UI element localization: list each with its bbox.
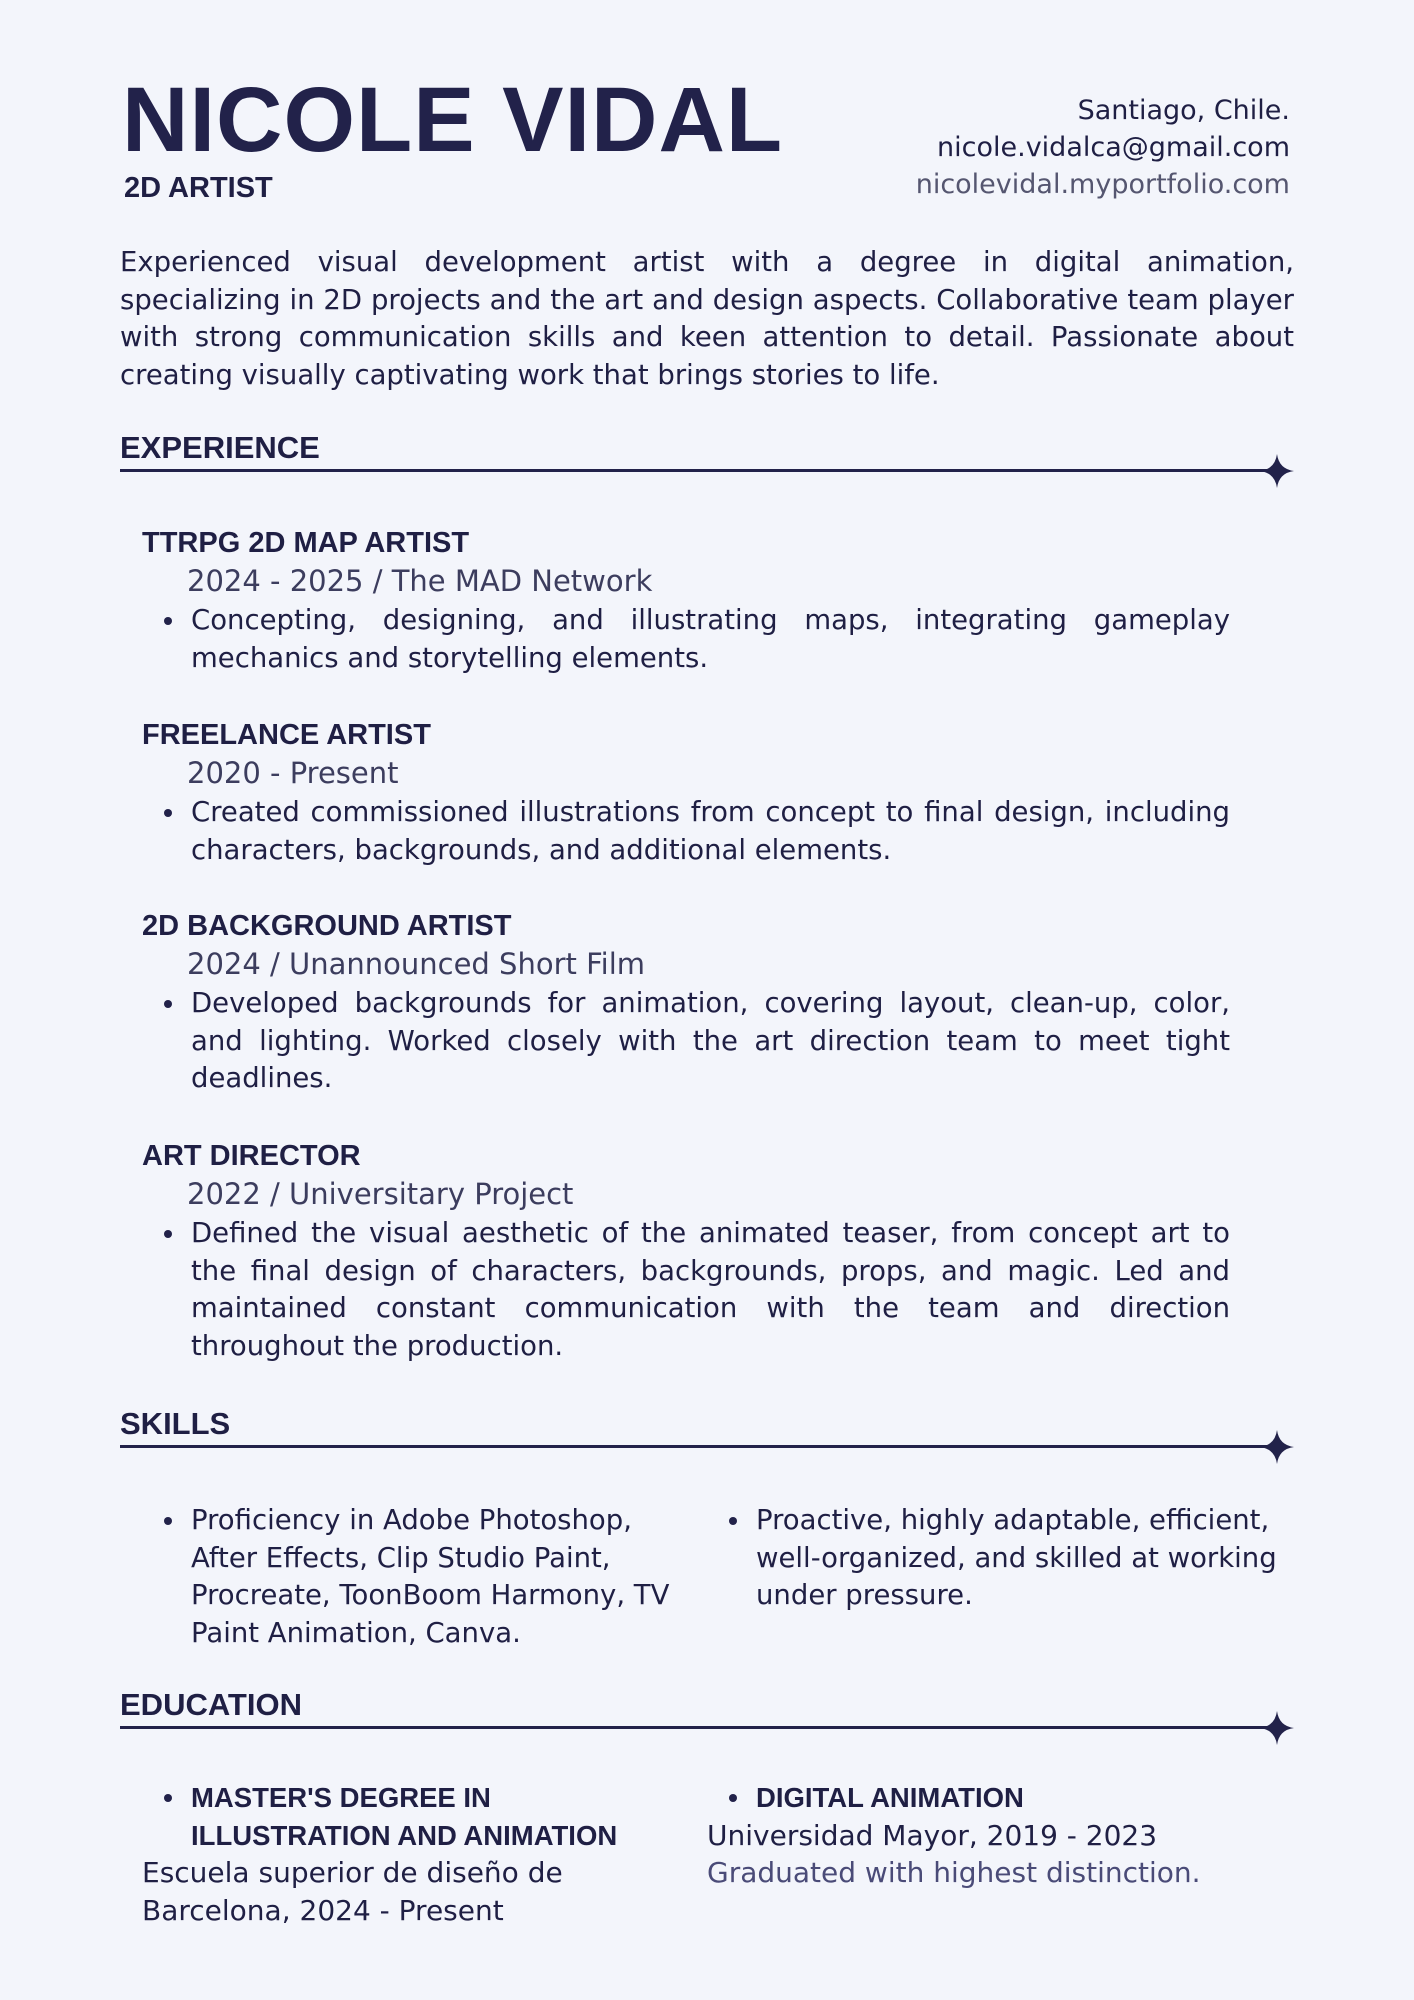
experience-item bbox=[142, 716, 1230, 869]
job-title: FREELANCE ARTIST bbox=[142, 719, 431, 751]
contact-block bbox=[916, 92, 1290, 203]
skills-column-right bbox=[707, 1500, 1277, 1615]
section-divider bbox=[120, 1726, 1270, 1729]
location: Santiago, Chile. bbox=[1077, 95, 1290, 126]
section-title-education: EDUCATION bbox=[120, 1687, 302, 1722]
candidate-role: 2D ARTIST bbox=[124, 172, 273, 204]
section-title-experience: EXPERIENCE bbox=[120, 430, 320, 465]
job-description: Concepting, designing, and illustrating maps, integrating gameplay mechanics and storytelling elements. bbox=[142, 602, 1230, 677]
section-title-skills: SKILLS bbox=[120, 1406, 231, 1441]
four-point-star-icon bbox=[1260, 454, 1294, 488]
job-description: Developed backgrounds for animation, covering layout, clean-up, color, and lighting. Worked closely with the art direction team to meet tight deadlines. bbox=[142, 985, 1230, 1098]
job-dates-company: 2024 - 2025 / The MAD Network bbox=[187, 564, 653, 598]
education-item bbox=[707, 1779, 1277, 1892]
education-item bbox=[142, 1779, 662, 1929]
section-divider bbox=[120, 1445, 1270, 1448]
job-dates-company: 2020 - Present bbox=[187, 756, 399, 790]
honors-note: Graduated with highest distinction. bbox=[707, 1856, 1201, 1889]
email-link[interactable]: nicole.vidalca@gmail.com bbox=[937, 132, 1290, 163]
skills-column-left bbox=[142, 1500, 682, 1652]
degree-title: DIGITAL ANIMATION bbox=[707, 1779, 1277, 1817]
experience-item bbox=[142, 1137, 1230, 1365]
skill-item: Proactive, highly adaptable, efficient, well-organized, and skilled at working under pressure. bbox=[707, 1502, 1277, 1615]
job-dates-company: 2022 / Universitary Project bbox=[187, 1177, 574, 1211]
portfolio-link[interactable]: nicolevidal.myportfolio.com bbox=[915, 169, 1290, 200]
candidate-name: NICOLE VIDAL bbox=[122, 69, 784, 171]
job-dates-company: 2024 / Unannounced Short Film bbox=[187, 947, 646, 981]
profile-summary: Experienced visual development artist with a degree in digital animation, specializing in 2D projects and the art and design aspects. Collaborative team player with strong communication skills and keen attention to detail. Passionate about creating visually captivating work that brings stories to life. bbox=[120, 246, 1294, 391]
four-point-star-icon bbox=[1260, 1430, 1294, 1464]
experience-item bbox=[142, 524, 1230, 677]
degree-title: MASTER'S DEGREE IN ILLUSTRATION AND ANIMATION bbox=[142, 1779, 661, 1854]
job-title: TTRPG 2D MAP ARTIST bbox=[142, 527, 470, 559]
job-description: Defined the visual aesthetic of the animated teaser, from concept art to the final design of characters, backgrounds, props, and magic. Led and maintained constant communication with the team and direction throughout the production. bbox=[142, 1215, 1230, 1365]
job-title: 2D BACKGROUND ARTIST bbox=[142, 910, 512, 942]
job-description: Created commissioned illustrations from concept to final design, including characters, backgrounds, and additional elements. bbox=[142, 794, 1230, 869]
four-point-star-icon bbox=[1260, 1711, 1294, 1745]
school-and-dates: Escuela superior de diseño de Barcelona, 2024 - Present bbox=[142, 1856, 563, 1927]
skill-item: Proficiency in Adobe Photoshop, After Effects, Clip Studio Paint, Procreate, ToonBoom Harmony, TV Paint Animation, Canva. bbox=[142, 1502, 682, 1652]
section-divider bbox=[120, 469, 1270, 472]
experience-item bbox=[142, 907, 1230, 1098]
school-and-dates: Universidad Mayor, 2019 - 2023 bbox=[707, 1818, 1158, 1852]
job-title: ART DIRECTOR bbox=[142, 1140, 361, 1172]
